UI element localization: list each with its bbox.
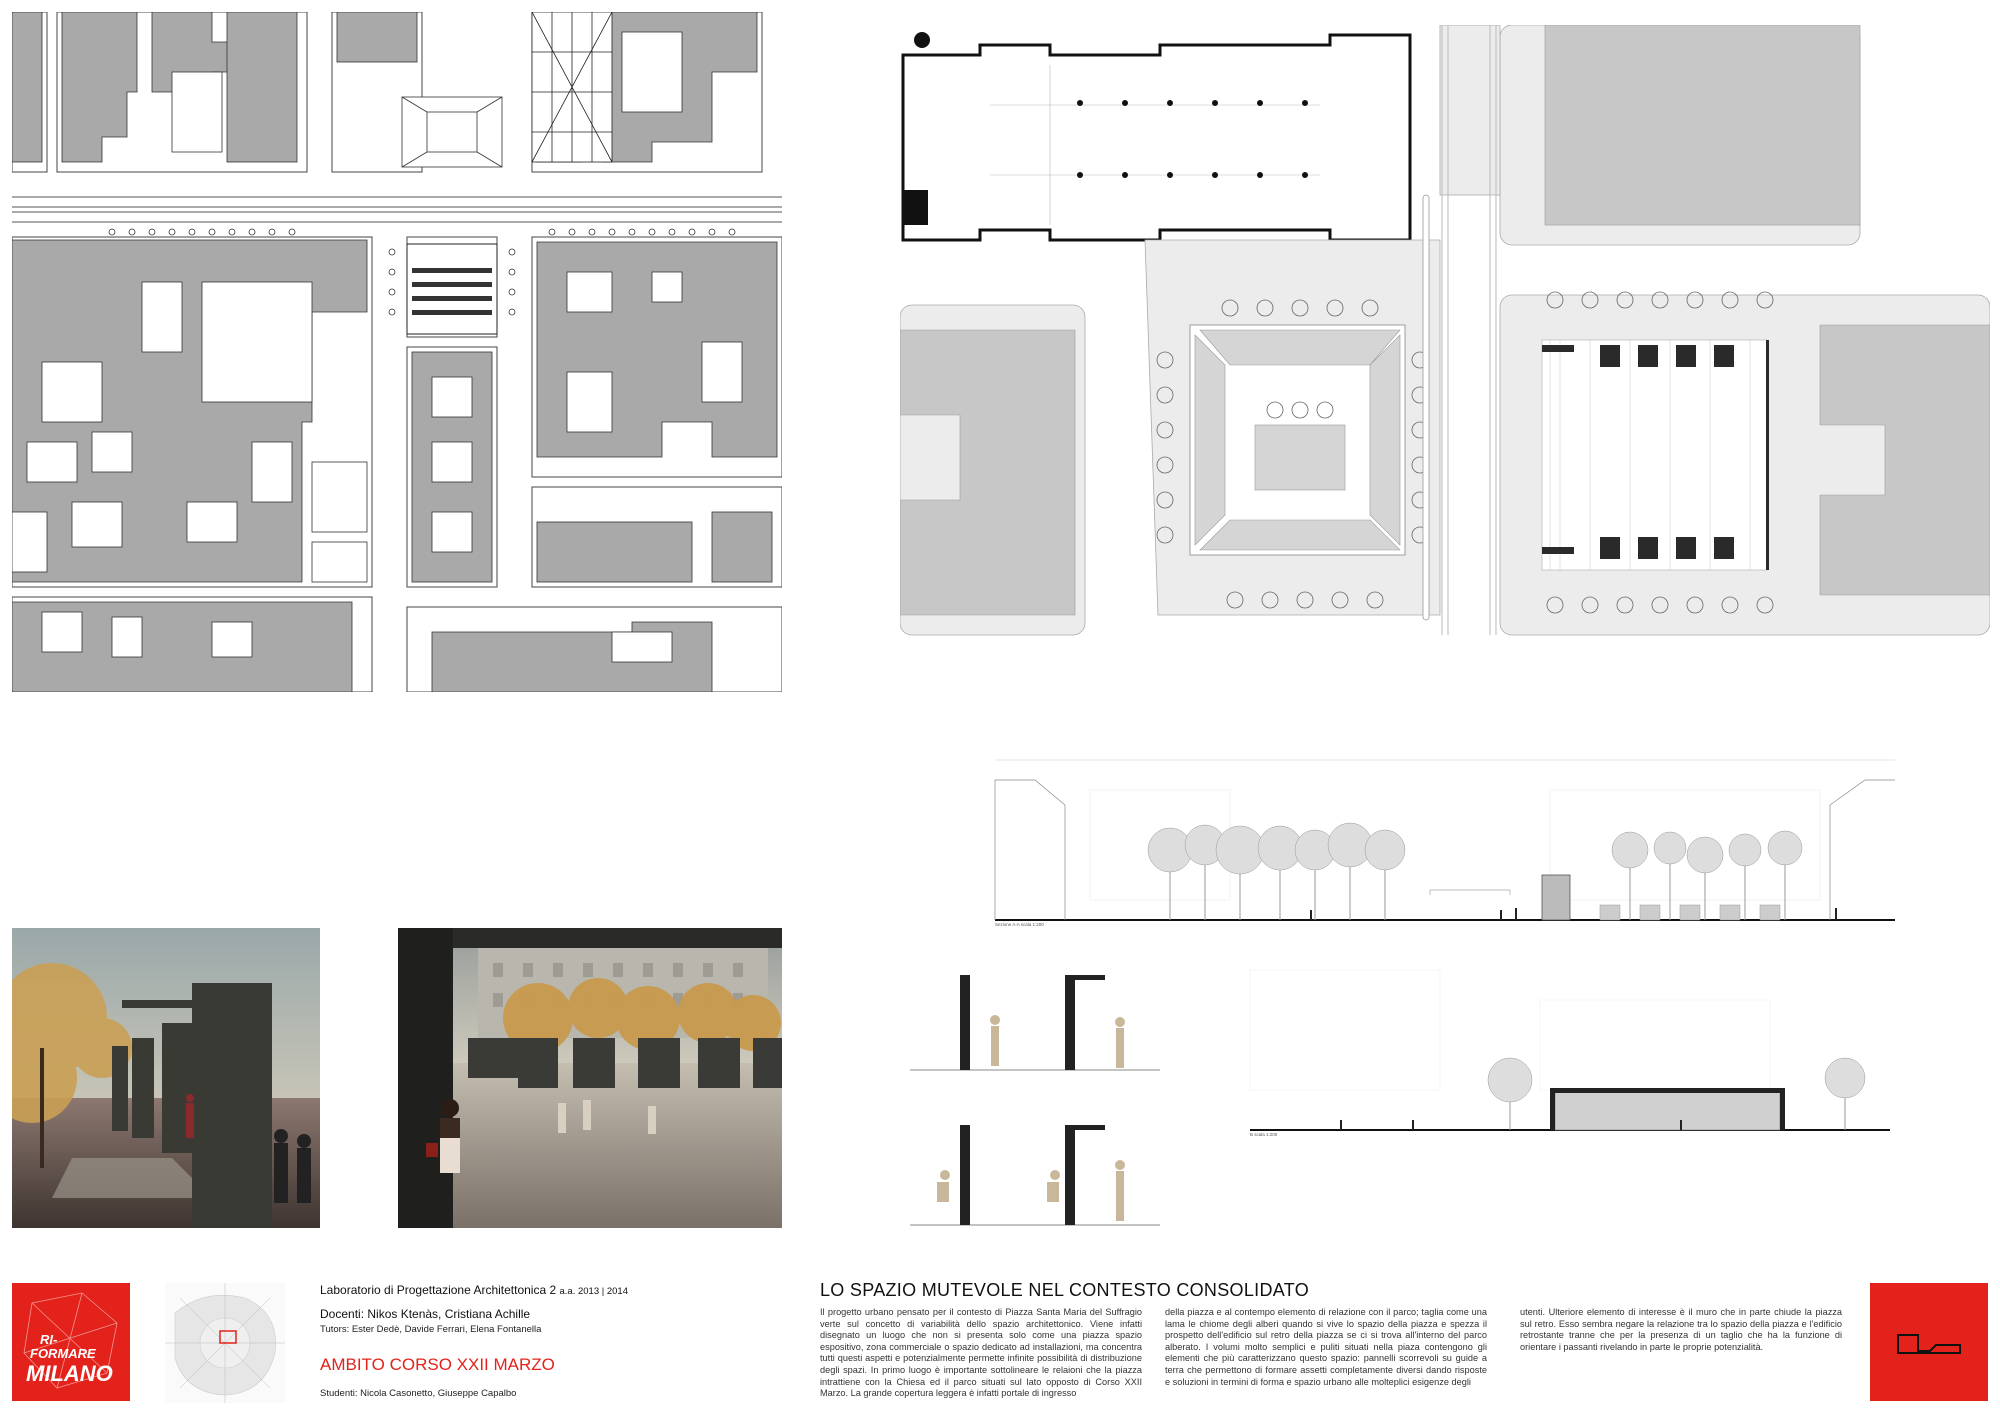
ambito-title: AMBITO CORSO XXII MARZO bbox=[320, 1355, 555, 1374]
site-plan-drawing bbox=[900, 25, 1990, 645]
riformare-milano-logo bbox=[12, 1283, 130, 1401]
course-name: Laboratorio di Progettazione Architettonica 2 bbox=[320, 1283, 557, 1297]
logo-line-3: MILANO bbox=[26, 1361, 113, 1386]
urban-plan bbox=[12, 12, 782, 692]
wall-details-drawing bbox=[905, 970, 1165, 1230]
section-a-label: Sezione A-A scala 1:200 bbox=[995, 922, 1044, 927]
section-b-drawing bbox=[1240, 960, 1900, 1140]
section-b bbox=[1240, 960, 1900, 1140]
section-a-a bbox=[990, 730, 1900, 930]
description-column-2: della piazza e al contempo elemento di relazione con il parco; taglia come una lama le chiome degli alberi quando si vive lo spazio della piazza e spezza il prospetto dell'edificio sul retro della piazza se ci si trova all'interno del parco alberato. I volumi molto semplici e puliti situati nella piaza contengono gli elementi che più caratterizzano questo spazio: pannelli scorrevoli su guide a terra che permettono di formare assetti completamente diversi dando risposte e soluzioni in termini di forma e spazio urbano alle molteplici esigenze degli bbox=[1165, 1307, 1487, 1387]
rendering-right-image bbox=[398, 928, 782, 1228]
project-symbol-icon bbox=[1870, 1283, 1988, 1401]
description-column-3: utenti. Ulteriore elemento di interesse è il muro che in parte chiude la piazza sul retro. Esso sembra negare la relazione tra lo spazio della piazza e l'edificio retrostante tranne che per la presenza di un taglio che ha la funzione di orientare i passanti rivelando in parte le proprie potenzialità. bbox=[1520, 1307, 1842, 1352]
docenti: Docenti: Nikos Ktenàs, Cristiana Achille bbox=[320, 1307, 531, 1321]
rendering-left bbox=[12, 928, 320, 1228]
project-title: LO SPAZIO MUTEVOLE NEL CONTESTO CONSOLIDATO bbox=[820, 1280, 1309, 1300]
site-plan-detail bbox=[900, 25, 1990, 645]
course-year: a.a. 2013 | 2014 bbox=[559, 1286, 628, 1297]
section-b-label: B scala 1:200 bbox=[1250, 1132, 1278, 1137]
logo-line-2: FORMARE bbox=[30, 1346, 96, 1361]
course-title bbox=[320, 1283, 628, 1297]
city-locator-map bbox=[165, 1283, 285, 1403]
rendering-right bbox=[398, 928, 782, 1228]
section-a-drawing bbox=[990, 730, 1900, 930]
studenti: Studenti: Nicola Casonetto, Giuseppe Capalbo bbox=[320, 1388, 517, 1399]
wall-details bbox=[905, 970, 1165, 1230]
tutors: Tutors: Ester Dedè, Davide Ferrari, Elena Fontanella bbox=[320, 1324, 542, 1335]
city-map-drawing bbox=[165, 1283, 285, 1403]
rendering-left-image bbox=[12, 928, 320, 1228]
urban-plan-drawing bbox=[12, 12, 782, 692]
description-column-1: Il progetto urbano pensato per il contesto di Piazza Santa Maria del Suffragio verte sul concetto di variabilità dello spazio architettonico. Viene infatti disegnato un luogo che non si presenta solo come una piazza spazio espositivo, zona commerciale o spazio dedicato ad installazioni, ma concentra tutti questi aspetti e potenzialmente permette infinite possibilità di distribuzione degli spazi. In primo luogo è importante sottolineare le relaioni che la piazza intrattiene con la Chiesa ed il parco situati sul lato opposto di Corso XXII Marzo. La grande copertura leggera è infatti portale di ingresso bbox=[820, 1307, 1142, 1399]
project-symbol-box bbox=[1870, 1283, 1988, 1401]
logo-line-1: RI- bbox=[40, 1332, 58, 1347]
